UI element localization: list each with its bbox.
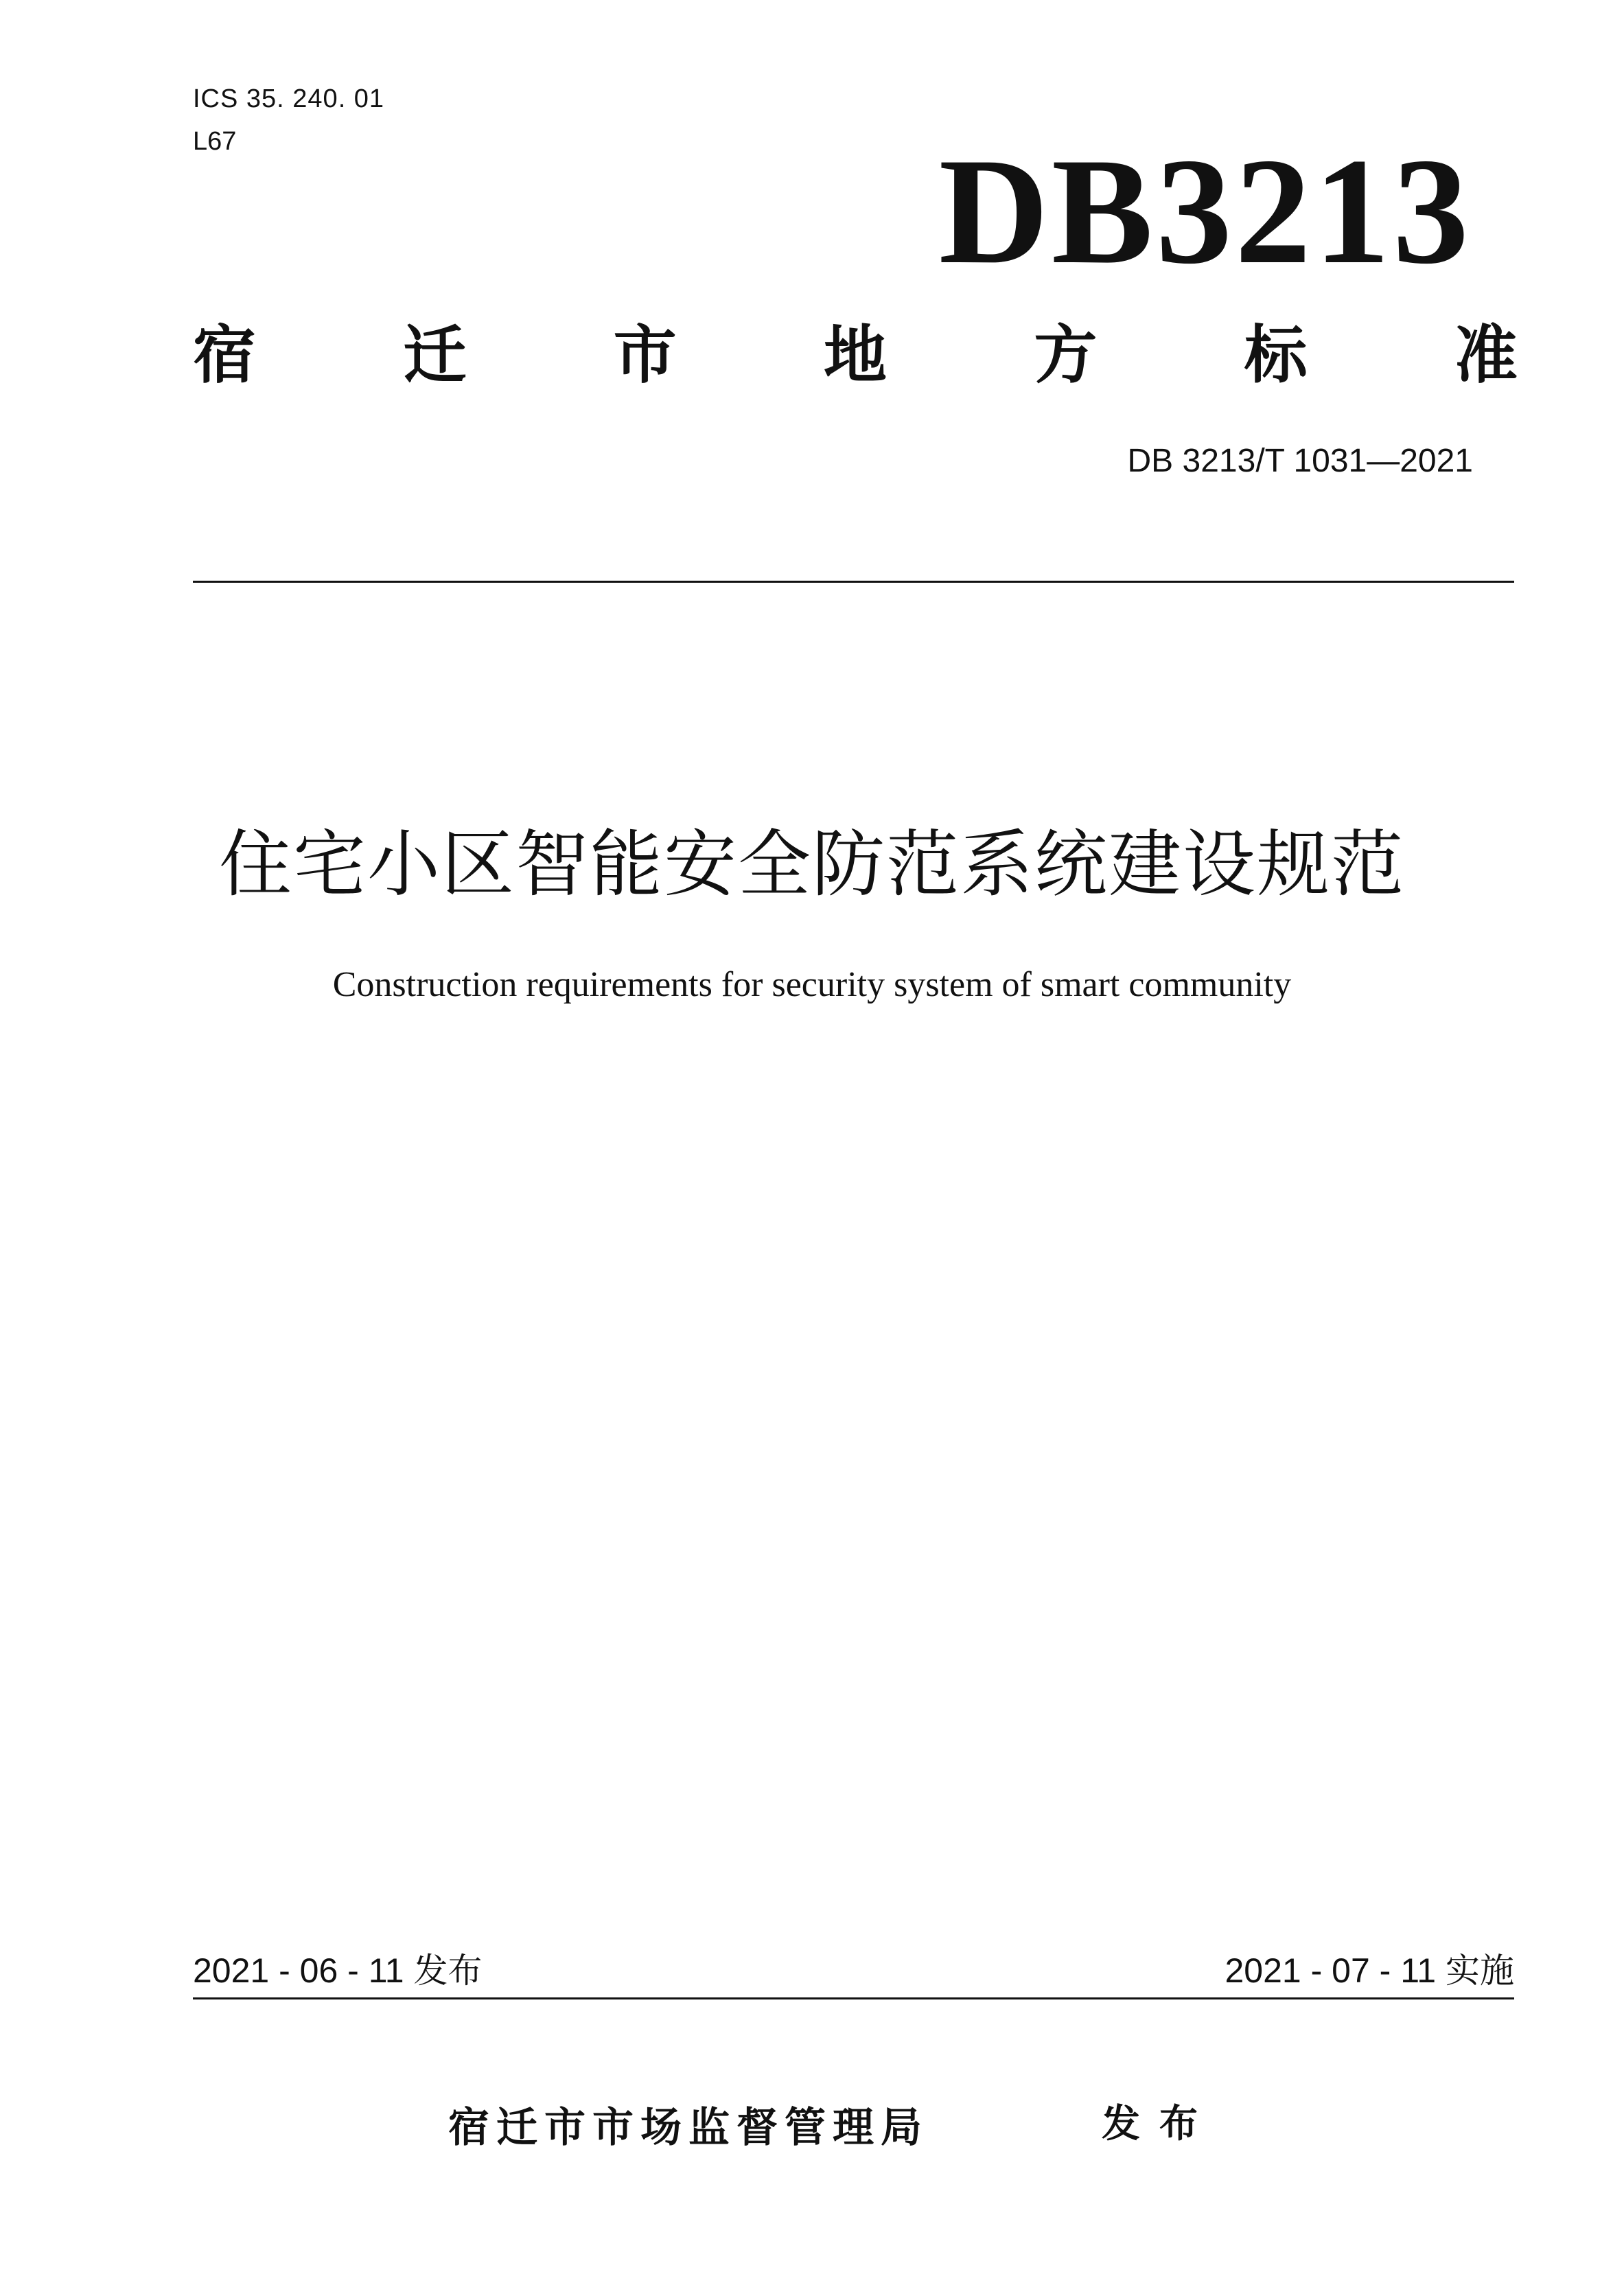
bottom-divider	[193, 1997, 1514, 1999]
standard-type-char: 市	[613, 318, 677, 392]
title-chinese: 住宅小区智能安全防范系统建设规范	[219, 822, 1405, 907]
standard-type-char: 地	[823, 318, 887, 392]
classification-code: L67	[193, 127, 237, 156]
title-english: Construction requirements for security system of smart community	[332, 965, 1292, 1004]
issuing-authority: 宿迁市市场监督管理局	[448, 2104, 929, 2152]
db-code: DB3213	[938, 127, 1472, 296]
implement-date: 2021 - 07 - 11 实施	[1225, 1951, 1514, 1990]
ics-code: ICS 35. 240. 01	[193, 84, 385, 113]
standard-number: DB 3213/T 1031—2021	[1127, 443, 1473, 479]
top-divider	[193, 581, 1514, 583]
standard-type-char: 宿	[193, 318, 257, 392]
publish-date: 2021 - 06 - 11 发布	[193, 1951, 483, 1990]
standard-type	[193, 314, 1518, 397]
issue-label: 发布	[1102, 2102, 1217, 2146]
standard-type-char: 方	[1034, 318, 1098, 392]
standard-type-char: 准	[1454, 318, 1518, 392]
standard-type-char: 标	[1244, 318, 1308, 392]
standard-type-char: 迁	[403, 318, 467, 392]
